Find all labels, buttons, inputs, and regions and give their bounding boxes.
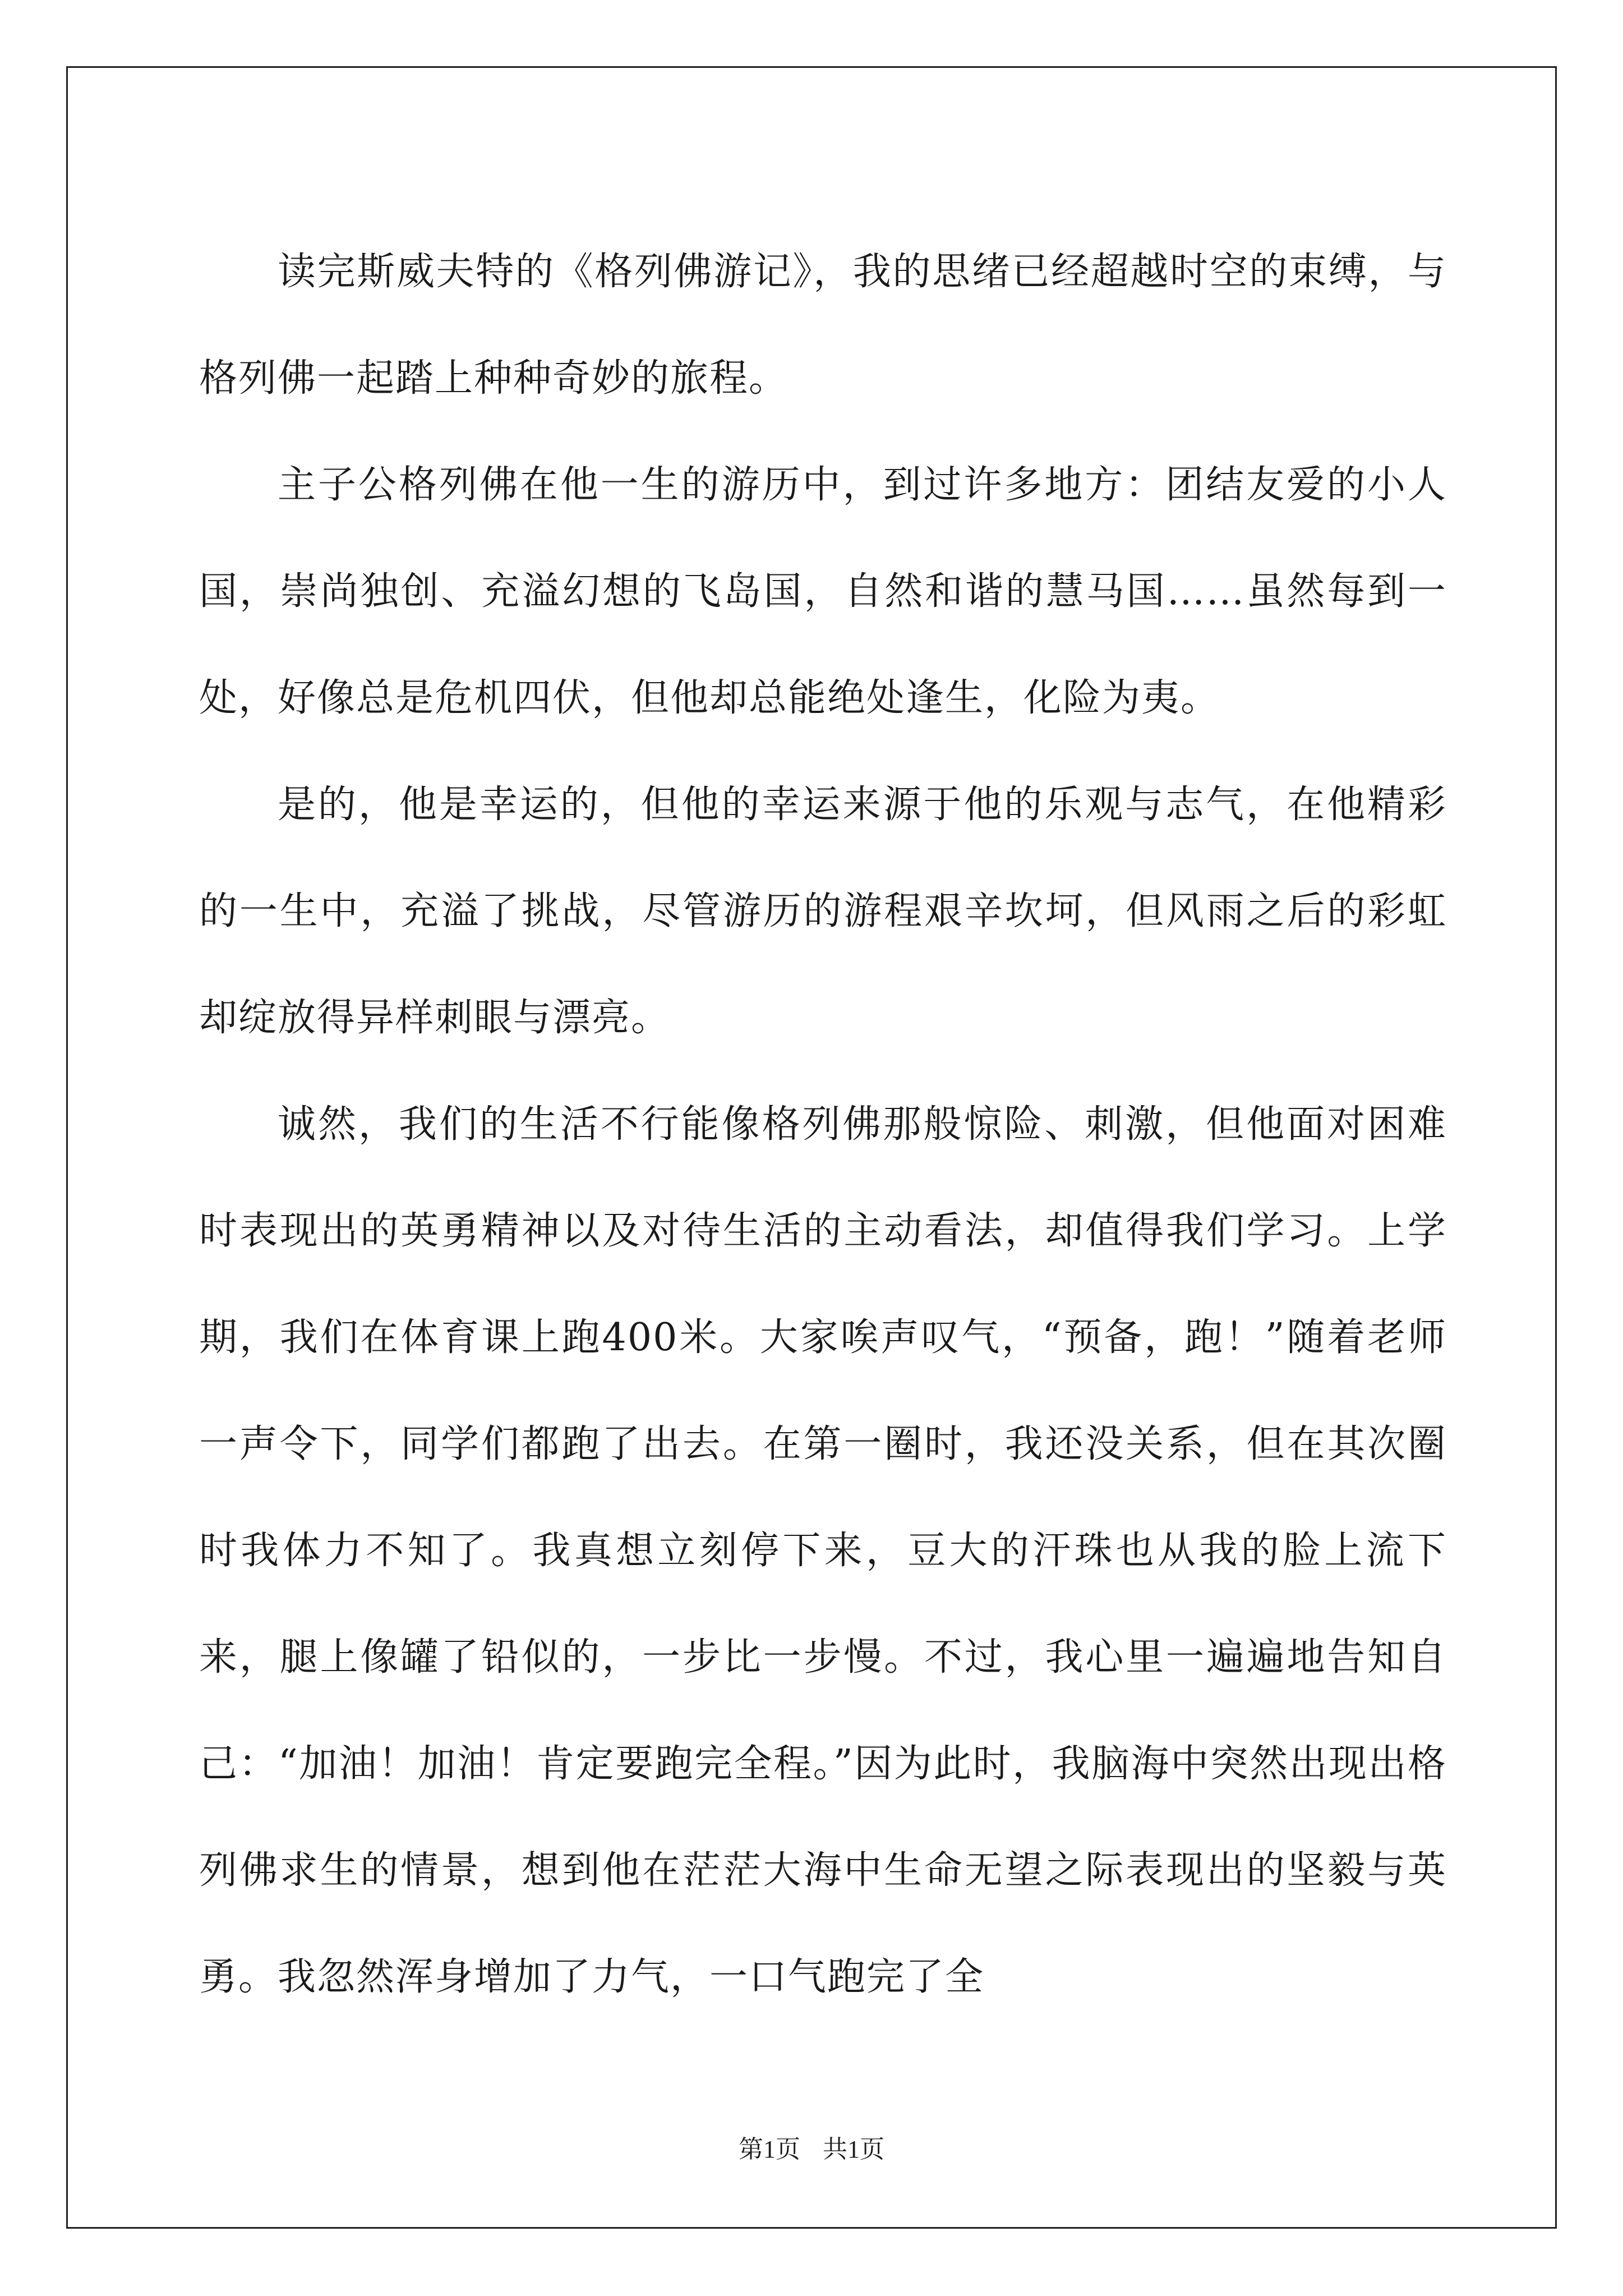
paragraph-3: 是的，他是幸运的，但他的幸运来源于他的乐观与志气，在他精彩的一生中，充溢了挑战，尽管游历的游程艰辛坎坷，但风雨之后的彩虹却绽放得异样刺眼与漂亮。 (199, 783, 1447, 1040)
page-total: 共1页 (823, 2136, 884, 2163)
paragraph-4: 诚然，我们的生活不行能像格列佛那般惊险、刺激，但他面对困难时表现出的英勇精神以及对待生活的主动看法，却值得我们学习。上学期，我们在体育课上跑400米。大家唉声叹气，“预备，跑！”随着老师一声令下，同学们都跑了出去。在第一圈时，我还没关系，但在其次圈时我体力不知了。我真想立刻停下来，豆大的汗珠也从我的脸上流下来，腿上像罐了铅似的，一步比一步慢。不过，我心里一遍遍地告知自己：“加油！加油！肯定要跑完全程。”因为此时，我脑海中突然出现出格列佛求生的情景，想到他在茫茫大海中生命无望之际表现出的坚毅与英勇。我忽然浑身增加了力气，一口气跑完了全 (199, 1102, 1447, 1999)
page-footer (0, 2129, 1623, 2165)
paragraph-1: 读完斯威夫特的《格列佛游记》，我的思绪已经超越时空的束缚，与格列佛一起踏上种种奇妙的旅程。 (199, 250, 1447, 401)
paragraph-2: 主子公格列佛在他一生的游历中，到过许多地方：团结友爱的小人国，崇尚独创、充溢幻想的飞岛国，自然和谐的慧马国……虽然每到一处，好像总是危机四伏，但他却总能绝处逢生，化险为夷。 (199, 463, 1447, 720)
document-body (199, 219, 1447, 2031)
page-number: 第1页 (739, 2136, 800, 2163)
